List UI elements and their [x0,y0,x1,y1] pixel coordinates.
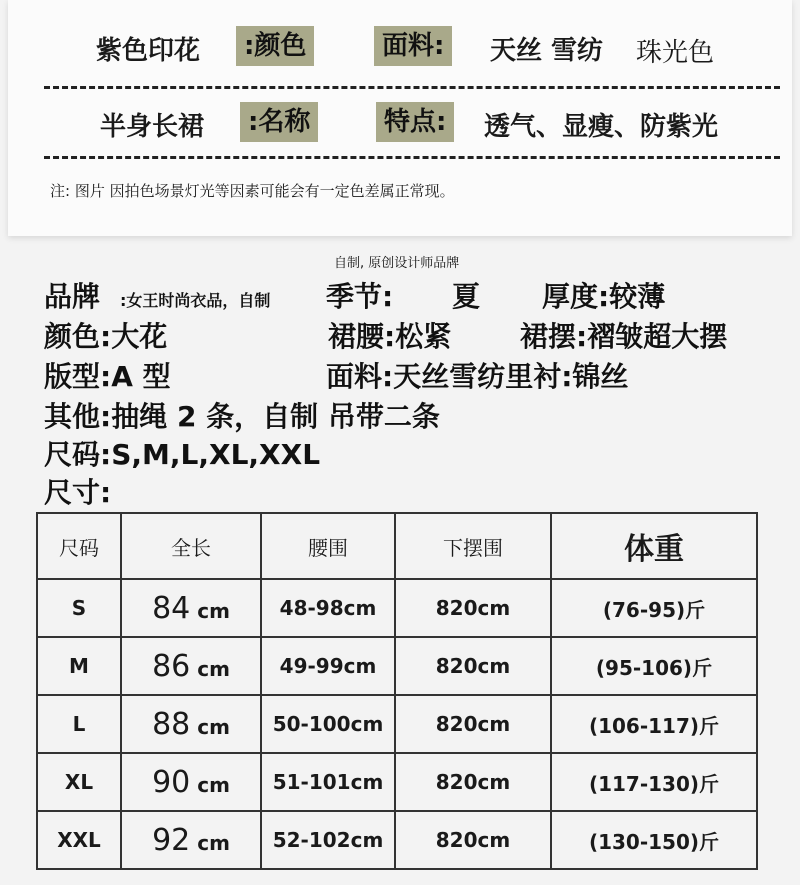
fabric-value: 天丝 雪纺 [490,36,604,66]
length-unit: cm [197,598,230,623]
cell-size: L [37,695,121,753]
length-value: 92 [152,822,191,858]
cell-length [121,811,261,869]
fit-spec: 版型:A 型 [44,360,171,393]
divider [44,156,780,159]
product-info-card [8,0,792,236]
cell-length [121,695,261,753]
table-row [37,811,757,869]
cell-waist: 49-99cm [261,637,395,695]
table-header-row [37,513,757,579]
cell-weight: (117-130)斤 [551,753,757,811]
length-value: 84 [152,590,191,626]
cell-weight: (95-106)斤 [551,637,757,695]
product-type-label: 半身长裙 [100,112,205,142]
table-row [37,695,757,753]
cell-size: XXL [37,811,121,869]
cell-length [121,753,261,811]
cell-weight: (76-95)斤 [551,579,757,637]
cell-size: M [37,637,121,695]
hem-spec: 裙摆:褶皱超大摆 [520,320,728,353]
header-size: 尺码 [37,513,121,579]
cell-waist: 51-101cm [261,753,395,811]
material-spec: 面料:天丝雪纺里衬:锦丝 [326,360,629,393]
other-spec: 其他:抽绳 2 条，自制 吊带二条 [44,400,440,433]
color-tag: :颜色 [236,26,314,66]
brand-label: 品牌 [44,280,101,313]
cell-hem: 820cm [395,753,551,811]
dimensions-label: 尺寸: [44,476,112,509]
table-row [37,753,757,811]
features-value: 透气、显瘦、防紫光 [484,112,719,142]
cell-waist: 50-100cm [261,695,395,753]
cell-waist: 48-98cm [261,579,395,637]
fabric-extra: 珠光色 [636,38,715,68]
table-row [37,579,757,637]
length-unit: cm [197,714,230,739]
length-value: 88 [152,706,191,742]
length-value: 90 [152,764,191,800]
header-waist: 腰围 [261,513,395,579]
length-unit: cm [197,772,230,797]
cell-size: XL [37,753,121,811]
length-unit: cm [197,656,230,681]
brand-caption: 自制, 原创设计师品牌 [334,256,460,271]
feature-tag: 特点: [376,102,454,142]
waist-spec: 裙腰:松紧 [328,320,452,353]
cell-weight: (106-117)斤 [551,695,757,753]
cell-hem: 820cm [395,811,551,869]
length-value: 86 [152,648,191,684]
cell-size: S [37,579,121,637]
cell-hem: 820cm [395,579,551,637]
header-hem: 下摆围 [395,513,551,579]
table-row [37,637,757,695]
season-value: 夏 [452,280,481,313]
pattern-label: 紫色印花 [96,36,201,66]
header-length: 全长 [121,513,261,579]
cell-length [121,579,261,637]
cell-weight: (130-150)斤 [551,811,757,869]
name-tag: :名称 [240,102,318,142]
sizes-spec: 尺码:S,M,L,XL,XXL [44,438,321,471]
fabric-tag: 面料: [374,26,452,66]
size-table [36,512,758,870]
cell-hem: 820cm [395,637,551,695]
cell-length [121,637,261,695]
length-unit: cm [197,830,230,855]
divider [44,86,780,89]
season-label: 季节: [326,280,394,313]
cell-hem: 820cm [395,695,551,753]
brand-value: :女王时尚衣品，自制 [120,291,271,310]
thickness: 厚度:较薄 [542,280,666,313]
color-note: 注: 图片 因拍色场景灯光等因素可能会有一定色差属正常现。 [50,182,455,200]
header-weight: 体重 [551,513,757,579]
color-spec: 颜色:大花 [44,320,168,353]
cell-waist: 52-102cm [261,811,395,869]
